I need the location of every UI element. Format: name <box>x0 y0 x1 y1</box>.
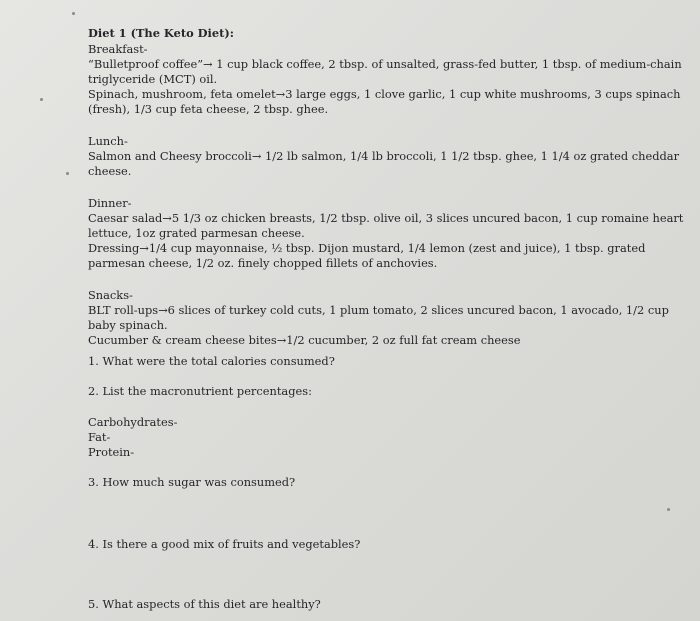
macro-carbohydrates: Carbohydrates- <box>88 415 178 429</box>
breakfast-item-omelet: Spinach, mushroom, feta omelet→3 large eggs, 1 clove garlic, 1 cup white mushrooms, 3 cups spinach (fresh), 1/3 cup feta cheese, 2 tbsp. ghee. <box>88 87 681 116</box>
lunch-item-salmon: Salmon and Cheesy broccoli→ 1/2 lb salmon, 1/4 lb broccoli, 1 1/2 tbsp. ghee, 1 1/4 oz grated cheddar cheese. <box>88 149 680 178</box>
dinner-item-dressing: Dressing→1/4 cup mayonnaise, ½ tbsp. Dijon mustard, 1/4 lemon (zest and juice), 1 tbsp. grated parmesan cheese, 1/2 oz. finely chopped fillets of anchovies. <box>88 241 646 270</box>
dinner-label: Dinner- <box>88 196 132 210</box>
breakfast-label: Breakfast- <box>88 42 148 56</box>
scan-speck <box>667 508 670 511</box>
scan-speck <box>66 172 69 175</box>
dinner-item-caesar: Caesar salad→5 1/3 oz chicken breasts, 1/2 tbsp. olive oil, 3 slices uncured bacon, 1 cup romaine heart lettuce, 1oz grated parmesan cheese. <box>88 211 684 240</box>
macro-fat: Fat- <box>88 430 111 444</box>
snacks-item-blt: BLT roll-ups→6 slices of turkey cold cuts, 1 plum tomato, 2 slices uncured bacon, 1 avocado, 1/2 cup baby spinach. <box>88 303 669 332</box>
breakfast-item-coffee: “Bulletproof coffee”→ 1 cup black coffee, 2 tbsp. of unsalted, grass-fed butter, 1 tbsp. of medium-chain triglyceride (MCT) oil. <box>88 57 682 86</box>
question-4: 4. Is there a good mix of fruits and vegetables? <box>88 537 361 551</box>
snacks-label: Snacks- <box>88 288 133 302</box>
question-1: 1. What were the total calories consumed? <box>88 354 335 368</box>
scan-speck <box>40 98 43 101</box>
snacks-item-cucumber: Cucumber & cream cheese bites→1/2 cucumber, 2 oz full fat cream cheese <box>88 333 521 347</box>
lunch-label: Lunch- <box>88 134 128 148</box>
question-3: 3. How much sugar was consumed? <box>88 475 296 489</box>
question-2: 2. List the macronutrient percentages: <box>88 384 312 398</box>
diet-section <box>88 26 688 348</box>
scan-speck <box>72 12 75 15</box>
question-5: 5. What aspects of this diet are healthy? <box>88 597 321 611</box>
diet-title: Diet 1 (The Keto Diet): <box>88 26 234 40</box>
macro-protein: Protein- <box>88 445 135 459</box>
